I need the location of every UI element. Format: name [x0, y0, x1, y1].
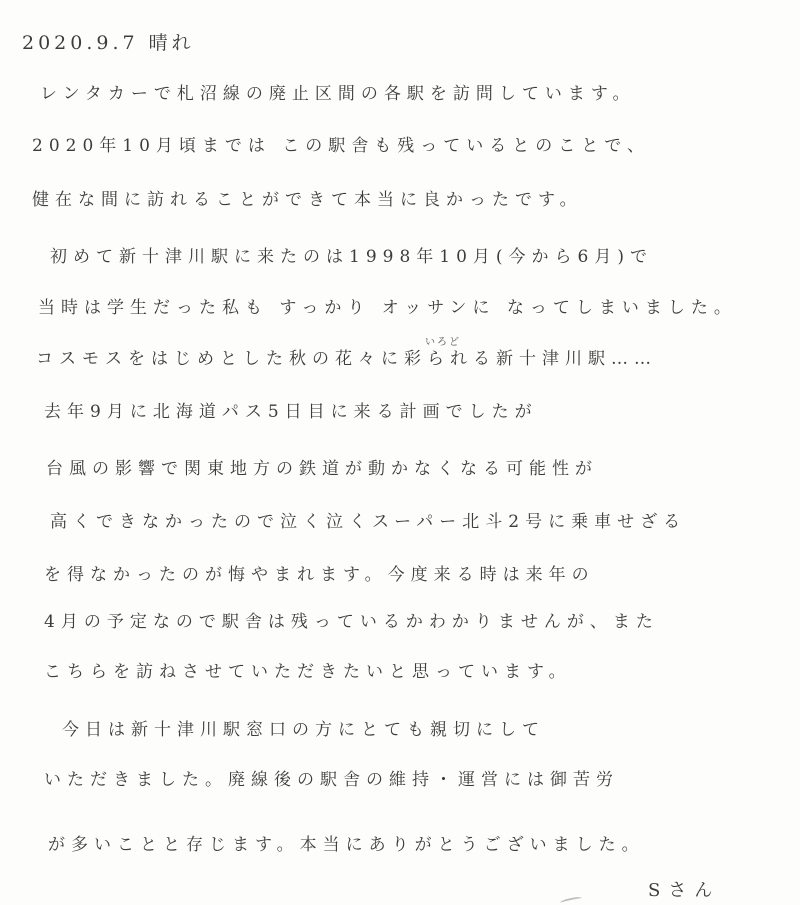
letter-line-13: 今日は新十津川駅窓口の方にとても親切にして — [62, 720, 545, 740]
letter-line-14: いただきました。廃線後の駅舎の維持・運営には御苦労 — [44, 770, 619, 790]
letter-line-4: 初めて新十津川駅に来たのは1998年10月(今から6月)で — [50, 247, 653, 267]
stray-ink-mark — [560, 896, 583, 905]
letter-line-10: を得なかったのが悔やまれます。今度来る時は来年の — [44, 565, 595, 585]
letter-line-9: 高くできなかったので泣く泣くスーパー北斗2号に乗車せざる — [50, 512, 687, 532]
letter-date: 2020.9.7 晴れ — [22, 32, 195, 54]
ruby-annotation: いろど — [425, 337, 461, 348]
letter-line-3: 健在な間に訪れることができて本当に良かったです。 — [32, 190, 583, 210]
letter-signature: Sさん — [648, 880, 721, 901]
letter-line-7: 去年9月に北海道パス5日目に来る計画でしたが — [44, 402, 538, 422]
letter-line-12: こちらを訪ねさせていただきたいと思っています。 — [44, 662, 572, 682]
letter-line-5: 当時は学生だった私も すっかり オッサンに なってしまいました。 — [38, 298, 737, 318]
letter-line-6: コスモスをはじめとした秋の花々に彩られる新十津川駅…… — [36, 349, 657, 369]
letter-line-2: 2020年10月頃までは この駅舎も残っているとのことで、 — [32, 136, 650, 156]
letter-line-15: が多いことと存じます。本当にありがとうございました。 — [48, 835, 645, 855]
letter-line-8: 台風の影響で関東地方の鉄道が動かなくなる可能性が — [46, 459, 598, 479]
letter-line-1: レンタカーで札沼線の廃止区間の各駅を訪問しています。 — [40, 84, 636, 104]
letter-line-11: 4月の予定なので駅舎は残っているかわかりませんが、また — [44, 612, 659, 632]
